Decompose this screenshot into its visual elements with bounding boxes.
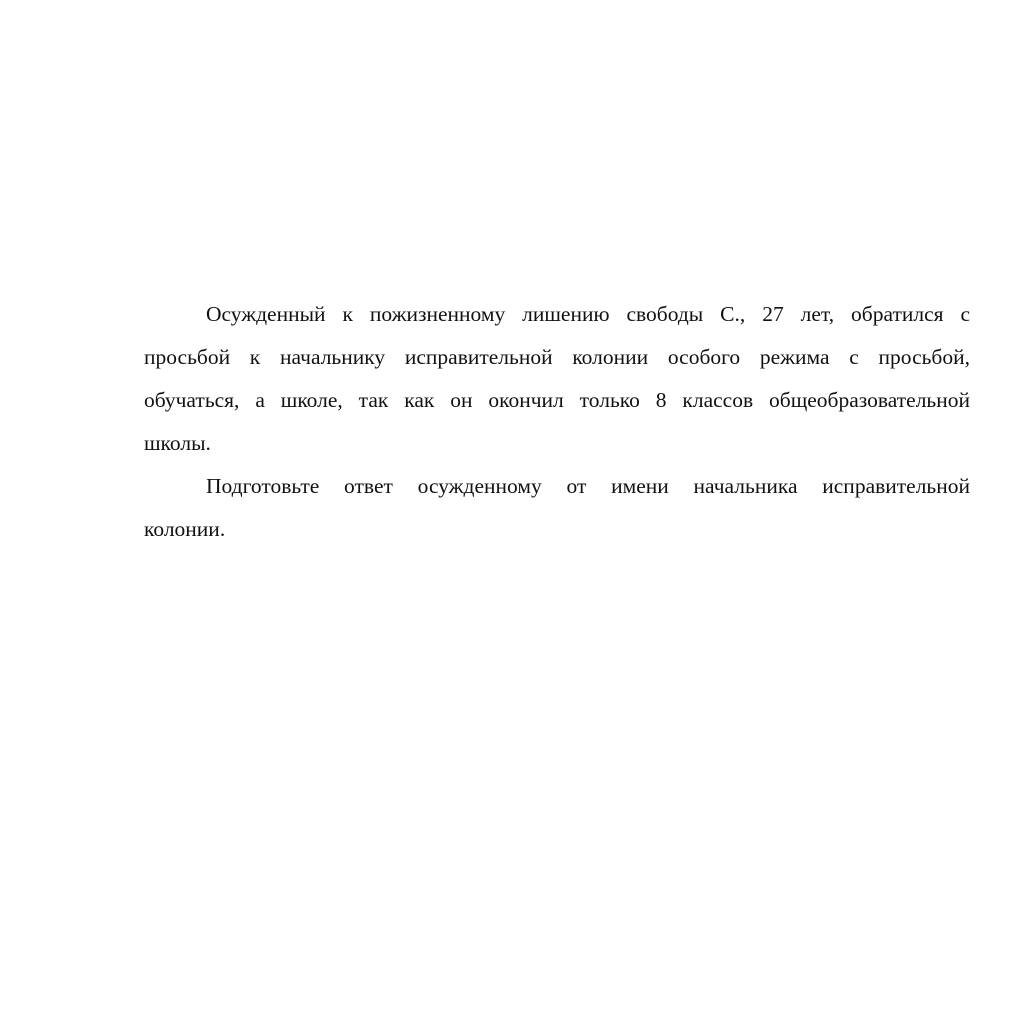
text-line: обучаться, а школе, так как он окончил только 8 классов общеобразовательной bbox=[144, 388, 970, 412]
paragraph-task bbox=[144, 465, 970, 551]
paragraph-case-description bbox=[144, 293, 970, 465]
text-line: просьбой к начальнику исправительной колонии особого режима с просьбой, bbox=[144, 345, 970, 369]
document-body bbox=[144, 293, 970, 551]
text-line: Осужденный к пожизненному лишению свободы С., 27 лет, обратился с bbox=[206, 302, 970, 326]
text-line: Подготовьте ответ осужденному от имени начальника исправительной bbox=[206, 474, 970, 498]
text-line: школы. bbox=[144, 431, 211, 455]
text-line: колонии. bbox=[144, 517, 226, 541]
